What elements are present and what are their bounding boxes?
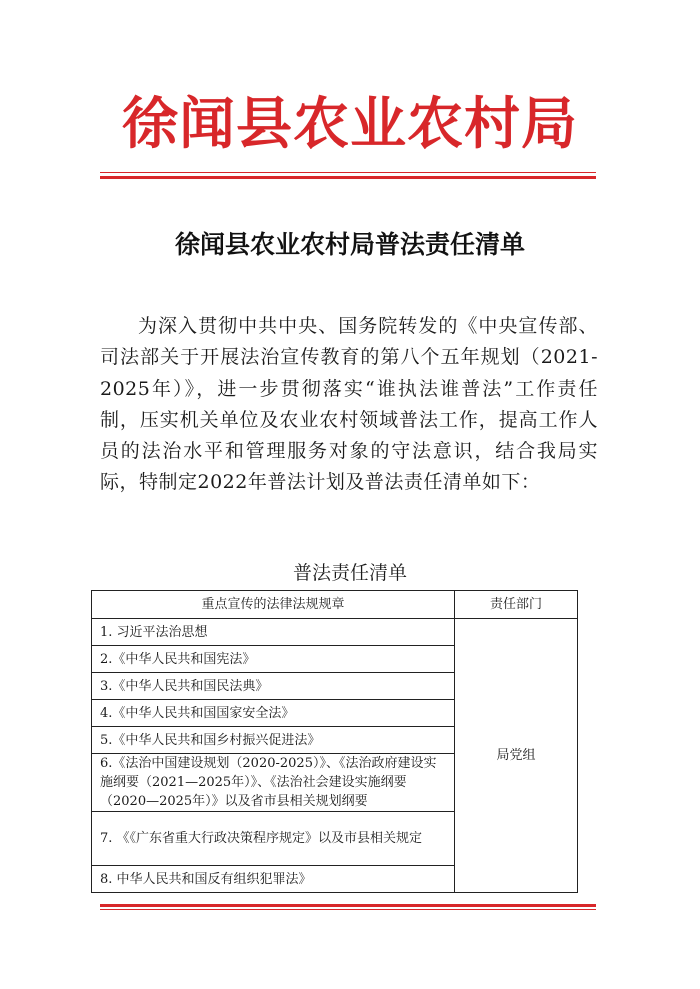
footer-rule-thick bbox=[100, 904, 596, 907]
law-item: 7. 《《广东省重大行政决策程序规定》以及市县相关规定 bbox=[92, 812, 455, 866]
column-header-department: 责任部门 bbox=[455, 591, 578, 619]
document-title: 徐闻县农业农村局普法责任清单 bbox=[174, 230, 525, 259]
law-item: 6.《法治中国建设规划（2020-2025）》、《法治政府建设实施纲要（2021—2025年）》、《法治社会建设实施纲要（2020—2025年）》以及省市县相关规划纲要 bbox=[92, 754, 455, 812]
law-item: 8. 中华人民共和国反有组织犯罪法》 bbox=[92, 866, 455, 893]
table-row bbox=[92, 619, 578, 646]
column-header-laws: 重点宣传的法律法规规章 bbox=[92, 591, 455, 619]
intro-paragraph: 为深入贯彻中共中央、国务院转发的《中央宣传部、司法部关于开展法治宣传教育的第八个五年规划（2021-2025年）》，进一步贯彻落实“谁执法谁普法”工作责任制，压实机关单位及农业农村领域普法工作，提高工作人员的法治水平和管理服务对象的守法意识，结合我局实际，特制定2022年普法计划及普法责任清单如下： bbox=[100, 315, 598, 494]
law-item: 4.《中华人民共和国国家安全法》 bbox=[92, 700, 455, 727]
responsible-department: 局党组 bbox=[455, 619, 578, 893]
masthead-rule-thick bbox=[100, 176, 596, 179]
org-masthead: 徐闻县农业农村局 bbox=[122, 91, 578, 157]
law-item: 3.《中华人民共和国民法典》 bbox=[92, 673, 455, 700]
table-header-row bbox=[92, 591, 578, 619]
law-item: 5.《中华人民共和国乡村振兴促进法》 bbox=[92, 727, 455, 754]
table-caption: 普法责任清单 bbox=[292, 562, 407, 584]
footer-rule-thin bbox=[100, 909, 596, 910]
masthead-rule-thin bbox=[100, 172, 596, 173]
responsibility-table bbox=[91, 590, 578, 893]
law-item: 1. 习近平法治思想 bbox=[92, 619, 455, 646]
law-item: 2.《中华人民共和国宪法》 bbox=[92, 646, 455, 673]
